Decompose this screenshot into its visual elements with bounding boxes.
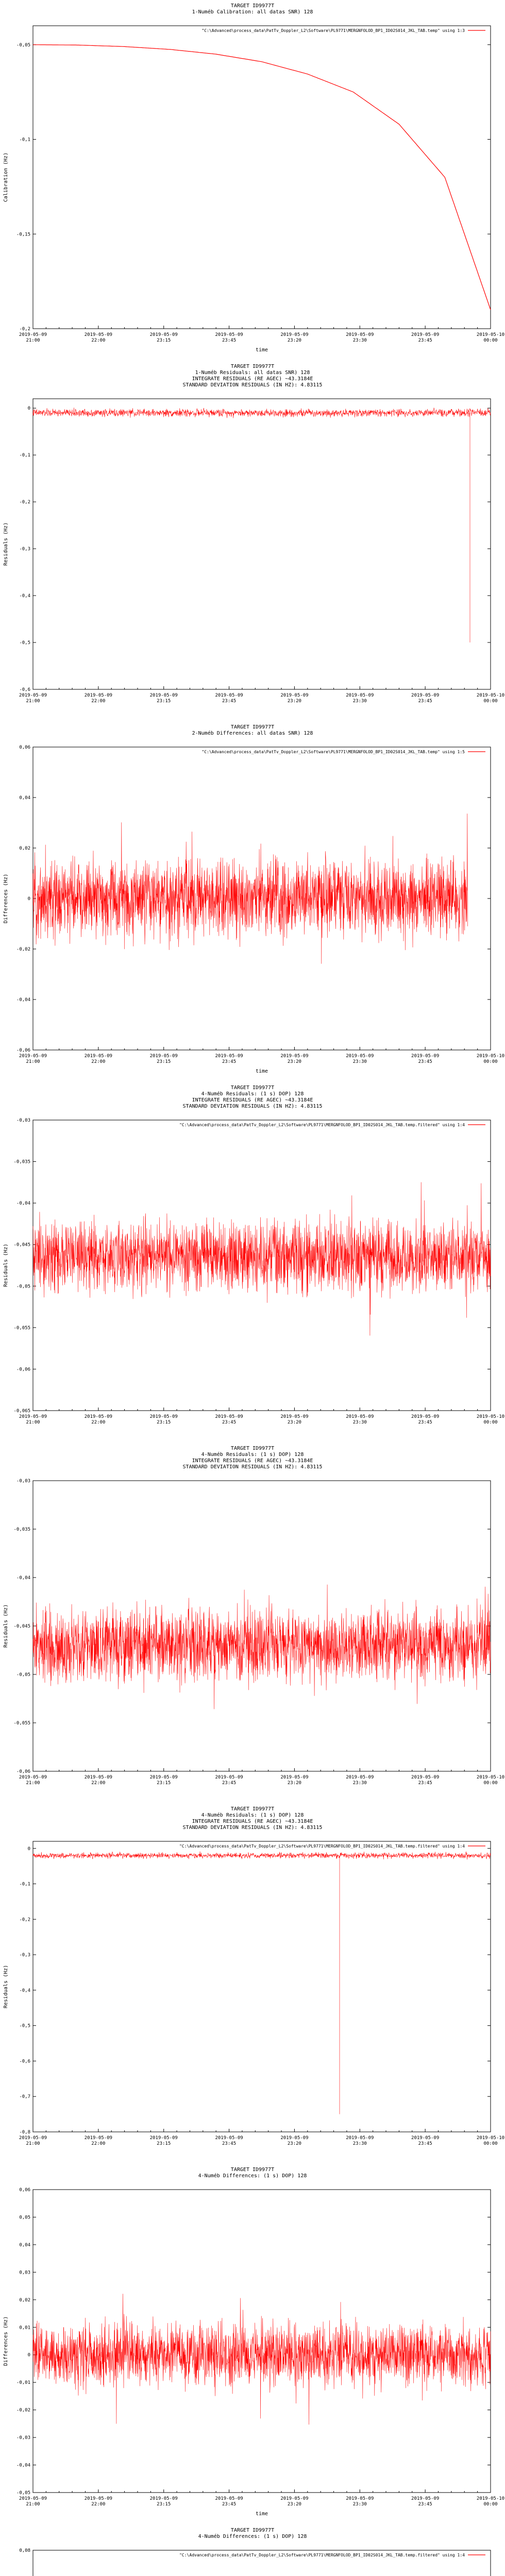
y-tick-label: -0,065 — [13, 1409, 30, 1414]
chart-svg-1 — [0, 0, 505, 361]
chart-title-line: TARGET ID9977T — [230, 1446, 275, 1451]
y-tick-label: -0,06 — [16, 1048, 30, 1053]
legend-entry: "C:\Advanced\process_data\PatTv_Doppler_L2\Software\PL9771\MERGNFOLOD_BP1_ID02S014_JKL_TAB.temp.filtered" using 1:4 — [179, 2553, 465, 2557]
y-axis-label: Differences (Hz) — [3, 873, 9, 924]
x-tick-label: 2019-05-09 23:45 — [215, 332, 243, 343]
x-tick-label: 2019-05-09 23:30 — [346, 1054, 374, 1064]
x-tick-label: 2019-05-09 23:45 — [411, 2136, 440, 2146]
y-tick-label: -0,05 — [16, 2490, 30, 2496]
y-tick-label: -0,035 — [13, 1527, 30, 1532]
x-tick-label: 2019-05-09 23:45 — [215, 1054, 243, 1064]
chart-svg-6 — [0, 1803, 505, 2164]
x-tick-label: 2019-05-09 23:30 — [346, 2496, 374, 2507]
chart-title-line: 4-Numéb Differences: (1 s) DOP) 128 — [198, 2534, 307, 2539]
y-tick-label: 0,01 — [19, 2325, 30, 2331]
y-tick-label: -0,15 — [16, 232, 30, 238]
x-tick-label: 2019-05-09 23:45 — [215, 2136, 243, 2146]
y-tick-label: -0,02 — [16, 947, 30, 952]
y-tick-label: -0,7 — [19, 2094, 30, 2100]
chart-title-line: 1-Numéb Residuals: all datas SNR) 128 — [195, 370, 310, 376]
y-tick-label: 0,03 — [19, 2270, 30, 2276]
x-tick-label: 2019-05-09 23:30 — [346, 1414, 374, 1425]
x-tick-label: 2019-05-09 23:45 — [411, 332, 440, 343]
chart-svg-2 — [0, 361, 505, 721]
chart-panel-6 — [0, 1803, 505, 2164]
x-tick-label: 2019-05-09 23:15 — [149, 1414, 178, 1425]
x-tick-label: 2019-05-09 21:00 — [19, 2136, 47, 2146]
series-line — [33, 1852, 491, 2114]
y-tick-label: -0,5 — [19, 640, 30, 646]
y-tick-label: -0,2 — [19, 1917, 30, 1923]
series-line — [33, 1585, 491, 1709]
chart-title-line: 4-Numéb Residuals: (1 s) DOP) 128 — [201, 1091, 304, 1097]
x-tick-label: 2019-05-09 22:00 — [84, 693, 112, 704]
y-tick-label: -0,035 — [13, 1159, 30, 1165]
y-tick-label: -0,6 — [19, 2059, 30, 2064]
chart-panel-4 — [0, 1082, 505, 1443]
legend-entry: "C:\Advanced\process_data\PatTv_Doppler_L2\Software\PL9771\MERGNFOLOD_BP1_ID02S014_JKL_TAB.temp.filtered" using 1:4 — [179, 1844, 465, 1849]
chart-panel-5 — [0, 1443, 505, 1803]
x-tick-label: 2019-05-09 23:45 — [411, 1054, 440, 1064]
y-tick-label: 0 — [27, 406, 30, 412]
y-tick-label: -0,03 — [16, 2435, 30, 2441]
plot-frame — [33, 1481, 491, 1771]
y-tick-label: -0,01 — [16, 2380, 30, 2386]
x-tick-label: 2019-05-09 23:20 — [280, 1414, 309, 1425]
plot-frame — [33, 1841, 491, 2132]
chart-title-line: INTEGRATE RESIDUALS (RE AGEC) ~43.3184E — [192, 1819, 313, 1824]
x-tick-label: 2019-05-10 00:00 — [476, 2136, 505, 2146]
chart-title-line: TARGET ID9977T — [230, 1085, 275, 1091]
x-tick-label: 2019-05-09 22:00 — [84, 2496, 112, 2507]
chart-title-line: STANDARD DEVIATION RESIDUALS (IN HZ): 4.83115 — [182, 1464, 323, 1470]
x-tick-label: 2019-05-09 22:00 — [84, 1775, 112, 1786]
chart-title-line: 4-Numéb Residuals: (1 s) DOP) 128 — [201, 1812, 304, 1818]
chart-title-line: 4-Numéb Differences: (1 s) DOP) 128 — [198, 2173, 307, 2179]
x-tick-label: 2019-05-09 23:45 — [411, 1775, 440, 1786]
y-tick-label: 0,02 — [19, 846, 30, 851]
y-tick-label: -0,055 — [13, 1325, 30, 1331]
x-tick-label: 2019-05-09 23:30 — [346, 332, 374, 343]
y-tick-label: -0,06 — [16, 1769, 30, 1774]
chart-title-line: 2-Numéb Differences: all datas SNR) 128 — [192, 731, 313, 736]
y-tick-label: -0,055 — [13, 1721, 30, 1726]
y-axis-label: Differences (Hz) — [3, 2316, 9, 2366]
chart-title-line: TARGET ID9977T — [230, 1806, 275, 1812]
chart-svg-7 — [0, 2164, 505, 2524]
x-axis-label: time — [255, 2511, 268, 2517]
chart-panel-7 — [0, 2164, 505, 2524]
y-tick-label: -0,1 — [19, 137, 30, 143]
y-tick-label: -0,4 — [19, 1988, 30, 1993]
y-tick-label: -0,04 — [16, 997, 30, 1003]
x-tick-label: 2019-05-09 21:00 — [19, 2496, 47, 2507]
chart-svg-3 — [0, 721, 505, 1082]
y-tick-label: -0,05 — [16, 1284, 30, 1290]
chart-title-line: STANDARD DEVIATION RESIDUALS (IN HZ): 4.83115 — [182, 1825, 323, 1831]
y-tick-label: -0,4 — [19, 594, 30, 599]
x-tick-label: 2019-05-09 23:20 — [280, 2496, 309, 2507]
y-tick-label: 0 — [27, 1846, 30, 1852]
y-tick-label: -0,04 — [16, 1201, 30, 1207]
x-tick-label: 2019-05-09 21:00 — [19, 332, 47, 343]
x-tick-label: 2019-05-09 23:15 — [149, 693, 178, 704]
y-tick-label: -0,04 — [16, 2463, 30, 2468]
chart-title-line: INTEGRATE RESIDUALS (RE AGEC) ~43.3184E — [192, 1458, 313, 1464]
y-tick-label: -0,05 — [16, 42, 30, 48]
y-tick-label: 0,08 — [19, 2548, 30, 2553]
y-tick-label: -0,8 — [19, 2130, 30, 2135]
y-axis-label: Residuals (Hz) — [3, 522, 9, 566]
x-tick-label: 2019-05-09 21:00 — [19, 1775, 47, 1786]
y-axis-label: Calibration (Hz) — [3, 152, 9, 202]
y-tick-label: -0,03 — [16, 1479, 30, 1484]
x-tick-label: 2019-05-09 23:45 — [215, 2496, 243, 2507]
x-tick-label: 2019-05-10 00:00 — [476, 1775, 505, 1786]
x-tick-label: 2019-05-09 21:00 — [19, 1054, 47, 1064]
x-tick-label: 2019-05-09 23:20 — [280, 1054, 309, 1064]
x-tick-label: 2019-05-09 22:00 — [84, 1414, 112, 1425]
x-tick-label: 2019-05-09 23:45 — [411, 2496, 440, 2507]
x-tick-label: 2019-05-09 23:45 — [411, 1414, 440, 1425]
series-line — [33, 408, 491, 642]
x-tick-label: 2019-05-10 00:00 — [476, 332, 505, 343]
y-tick-label: -0,1 — [19, 453, 30, 459]
chart-title-line: TARGET ID9977T — [230, 2528, 275, 2533]
legend-entry: "C:\Advanced\process_data\PatTv_Doppler_L2\Software\PL9771\MERGNFOLOD_BP1_ID02S014_JKL_TAB.temp" using 1:3 — [201, 28, 465, 33]
series-line — [33, 1182, 491, 1336]
x-tick-label: 2019-05-09 23:30 — [346, 2136, 374, 2146]
y-tick-label: 0,05 — [19, 2215, 30, 2221]
x-tick-label: 2019-05-10 00:00 — [476, 2496, 505, 2507]
x-tick-label: 2019-05-09 21:00 — [19, 693, 47, 704]
y-tick-label: -0,02 — [16, 2408, 30, 2413]
x-tick-label: 2019-05-09 23:15 — [149, 1054, 178, 1064]
y-tick-label: -0,03 — [16, 1118, 30, 1123]
x-axis-label: time — [255, 347, 268, 353]
x-tick-label: 2019-05-09 23:45 — [215, 1775, 243, 1786]
chart-title-line: TARGET ID9977T — [230, 364, 275, 369]
chart-title-line: 1-Numéb Calibration: all datas SNR) 128 — [192, 9, 313, 15]
x-tick-label: 2019-05-10 00:00 — [476, 693, 505, 704]
y-tick-label: -0,3 — [19, 1953, 30, 1958]
series-line — [33, 45, 491, 310]
x-tick-label: 2019-05-09 23:20 — [280, 2136, 309, 2146]
chart-panel-3 — [0, 721, 505, 1082]
x-tick-label: 2019-05-09 23:30 — [346, 1775, 374, 1786]
x-tick-label: 2019-05-09 23:20 — [280, 1775, 309, 1786]
y-tick-label: 0,02 — [19, 2297, 30, 2303]
chart-title-line: 4-Numéb Residuals: (1 s) DOP) 128 — [201, 1452, 304, 1458]
y-tick-label: 0 — [27, 2352, 30, 2358]
chart-panel-2 — [0, 361, 505, 721]
chart-svg-8 — [0, 2524, 505, 2576]
chart-title-line: TARGET ID9977T — [230, 2167, 275, 2173]
chart-svg-5 — [0, 1443, 505, 1803]
y-tick-label: -0,2 — [19, 327, 30, 332]
x-axis-label: time — [255, 1069, 268, 1074]
chart-title-line: INTEGRATE RESIDUALS (RE AGEC) ~43.3184E — [192, 1097, 313, 1103]
series-line — [33, 814, 468, 963]
y-tick-label: 0 — [27, 896, 30, 902]
y-tick-label: -0,1 — [19, 1882, 30, 1887]
y-tick-label: 0,06 — [19, 745, 30, 750]
plot-frame — [33, 399, 491, 689]
x-tick-label: 2019-05-09 23:20 — [280, 332, 309, 343]
y-tick-label: -0,5 — [19, 2023, 30, 2029]
x-tick-label: 2019-05-09 23:30 — [346, 693, 374, 704]
chart-title-line: STANDARD DEVIATION RESIDUALS (IN HZ): 4.83115 — [182, 382, 323, 388]
y-tick-label: -0,06 — [16, 1367, 30, 1372]
y-tick-label: -0,3 — [19, 547, 30, 552]
legend-entry: "C:\Advanced\process_data\PatTv_Doppler_L2\Software\PL9771\MERGNFOLOD_BP1_ID02S014_JKL_TAB.temp" using 1:5 — [201, 750, 465, 754]
y-tick-label: 0,06 — [19, 2188, 30, 2193]
x-tick-label: 2019-05-09 23:15 — [149, 2496, 178, 2507]
y-tick-label: -0,045 — [13, 1624, 30, 1629]
y-axis-label: Residuals (Hz) — [3, 1964, 9, 2009]
chart-title-line: STANDARD DEVIATION RESIDUALS (IN HZ): 4.83115 — [182, 1104, 323, 1109]
x-tick-label: 2019-05-09 22:00 — [84, 332, 112, 343]
series-line — [33, 2294, 491, 2425]
x-tick-label: 2019-05-10 00:00 — [476, 1054, 505, 1064]
plot-frame — [33, 26, 491, 329]
x-tick-label: 2019-05-09 23:15 — [149, 2136, 178, 2146]
chart-panel-1 — [0, 0, 505, 361]
y-tick-label: -0,2 — [19, 500, 30, 505]
chart-svg-4 — [0, 1082, 505, 1443]
x-tick-label: 2019-05-09 23:45 — [215, 693, 243, 704]
x-tick-label: 2019-05-09 23:45 — [215, 1414, 243, 1425]
x-tick-label: 2019-05-09 21:00 — [19, 1414, 47, 1425]
x-tick-label: 2019-05-09 22:00 — [84, 2136, 112, 2146]
y-tick-label: -0,6 — [19, 687, 30, 692]
y-tick-label: 0,04 — [19, 2242, 30, 2248]
legend-entry: "C:\Advanced\process_data\PatTv_Doppler_L2\Software\PL9771\MERGNFOLOD_BP1_ID02S014_JKL_TAB.temp.filtered" using 1:4 — [179, 1123, 465, 1127]
y-tick-label: -0,04 — [16, 1575, 30, 1581]
y-axis-label: Residuals (Hz) — [3, 1243, 9, 1287]
chart-panel-8 — [0, 2524, 505, 2576]
y-axis-label: Residuals (Hz) — [3, 1604, 9, 1648]
x-tick-label: 2019-05-09 23:45 — [411, 693, 440, 704]
x-tick-label: 2019-05-09 22:00 — [84, 1054, 112, 1064]
x-tick-label: 2019-05-10 00:00 — [476, 1414, 505, 1425]
x-tick-label: 2019-05-09 23:15 — [149, 332, 178, 343]
x-tick-label: 2019-05-09 23:15 — [149, 1775, 178, 1786]
y-tick-label: -0,05 — [16, 1672, 30, 1677]
y-tick-label: -0,045 — [13, 1242, 30, 1248]
y-tick-label: 0,04 — [19, 795, 30, 801]
x-tick-label: 2019-05-09 23:20 — [280, 693, 309, 704]
chart-title-line: TARGET ID9977T — [230, 724, 275, 730]
chart-title-line: INTEGRATE RESIDUALS (RE AGEC) ~43.3184E — [192, 376, 313, 382]
chart-title-line: TARGET ID9977T — [230, 3, 275, 9]
